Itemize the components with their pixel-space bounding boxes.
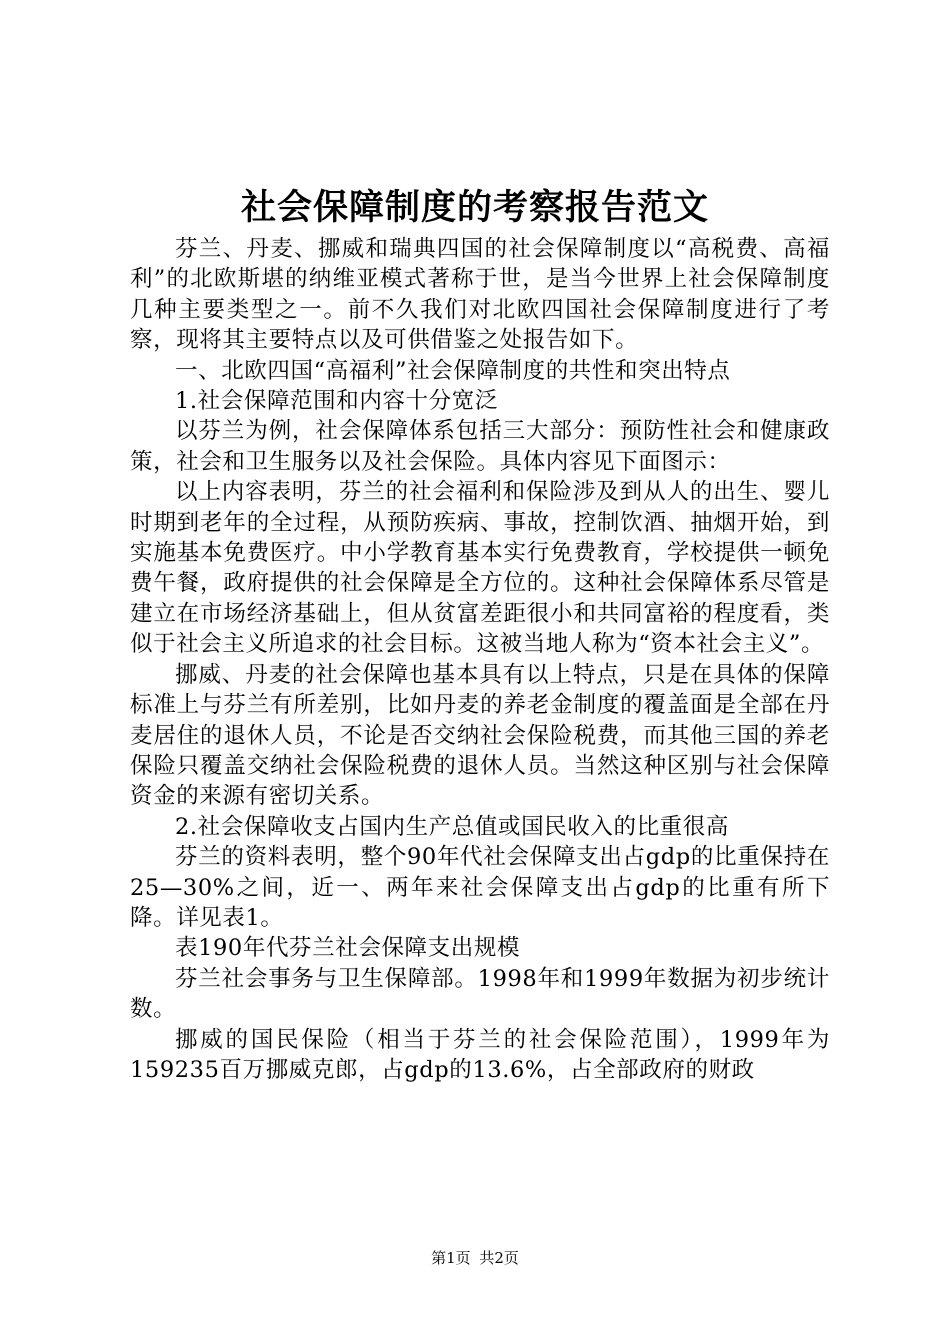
document-body	[130, 234, 830, 1085]
paragraph-intro: 芬兰、丹麦、挪威和瑞典四国的社会保障制度以“高税费、高福利”的北欧斯堪的纳维亚模式著称于世，是当今世界上社会保障制度几种主要类型之一。前不久我们对北欧四国社会保障制度进行了考察，现将其主要特点以及可供借鉴之处报告如下。	[130, 236, 830, 354]
paragraph-finland-data: 芬兰的资料表明，整个90年代社会保障支出占gdp的比重保持在25—30%之间，近一、两年来社会保障支出占gdp的比重有所下降。详见表1。	[130, 844, 830, 931]
paragraph-norway-denmark: 挪威、丹麦的社会保障也基本具有以上特点，只是在具体的保障标准上与芬兰有所差别，比如丹麦的养老金制度的覆盖面是全部在丹麦居住的退休人员，不论是否交纳社会保险税费，而其他三国的养老保险只覆盖交纳社会保险税费的退休人员。当然这种区别与社会保障资金的来源有密切关系。	[130, 661, 830, 810]
page-number: 第1页	[431, 1249, 471, 1267]
section-heading-1: 一、北欧四国“高福利”社会保障制度的共性和突出特点	[175, 357, 731, 384]
page-total: 共2页	[479, 1249, 519, 1267]
paragraph-finland-welfare: 以上内容表明，芬兰的社会福利和保险涉及到从人的出生、婴儿时期到老年的全过程，从预防疾病、事故，控制饮酒、抽烟开始，到实施基本免费医疗。中小学教育基本实行免费教育，学校提供一顿免费午餐，政府提供的社会保障是全方位的。这种社会保障体系尽管是建立在市场经济基础上，但从贫富差距很小和共同富裕的程度看，类似于社会主义所追求的社会目标。这被当地人称为“资本社会主义”。	[130, 479, 830, 658]
page-footer	[0, 1248, 950, 1268]
paragraph-norway-insurance: 挪威的国民保险（相当于芬兰的社会保险范围），1999年为159235百万挪威克郎，占gdp的13.6%，占全部政府的财政	[130, 1026, 830, 1083]
subsection-heading-1: 1.社会保障范围和内容十分宽泛	[175, 388, 498, 415]
document-title: 社会保障制度的考察报告范文	[240, 187, 709, 228]
paragraph-finland-example: 以芬兰为例，社会保障体系包括三大部分：预防性社会和健康政策，社会和卫生服务以及社会保险。具体内容见下面图示：	[130, 418, 830, 475]
subsection-heading-2: 2.社会保障收支占国内生产总值或国民收入的比重很高	[175, 813, 729, 840]
table-caption: 表190年代芬兰社会保障支出规模	[175, 935, 521, 962]
table-source-note: 芬兰社会事务与卫生保障部。1998年和1999年数据为初步统计数。	[130, 965, 830, 1023]
